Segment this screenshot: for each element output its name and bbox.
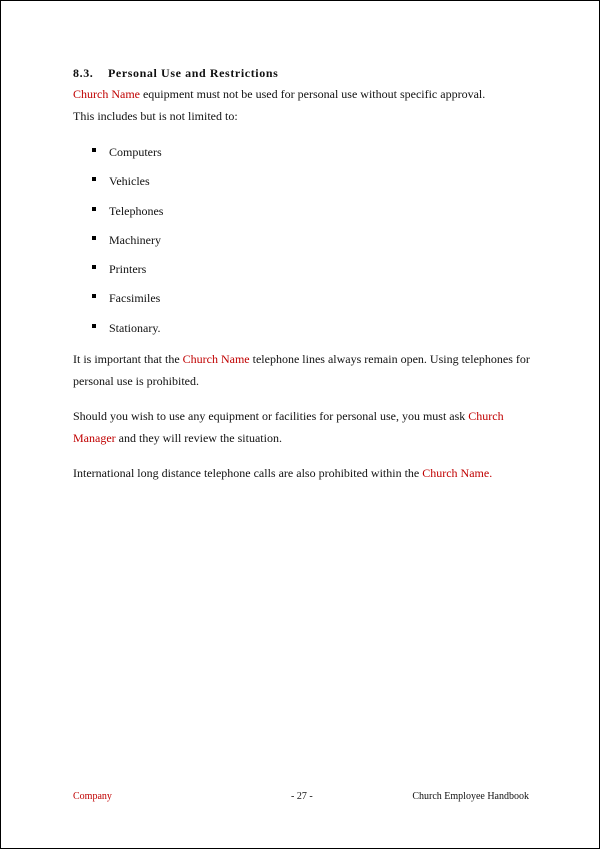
section-title: Personal Use and Restrictions (108, 66, 279, 80)
footer-document-title: Church Employee Handbook (412, 791, 529, 802)
placeholder-church-manager: Church Manager (73, 409, 504, 446)
paragraph-text: telephone lines always remain open. Using telephones for personal use is prohibited. (73, 352, 530, 389)
intro-paragraph (73, 83, 543, 127)
placeholder-church-name: Church Name (73, 87, 140, 101)
intro-text: equipment must not be used for personal use without specific approval. (139, 87, 486, 101)
international-calls-paragraph (73, 462, 543, 484)
intro-text-continued: This includes but is not limited to: (73, 109, 238, 123)
paragraph-text: and they will review the situation. (115, 431, 282, 446)
section-number: 8.3. (73, 66, 94, 80)
list-item: Printers (73, 260, 543, 278)
paragraph-text: It is important that the (73, 352, 183, 367)
list-item: Facsimiles (73, 289, 543, 307)
section-heading (73, 65, 543, 81)
paragraph-text: Should you wish to use any equipment or facilities for personal use, you must ask (73, 409, 469, 424)
paragraph-text: International long distance telephone calls are also prohibited within the (73, 466, 423, 481)
list-item: Vehicles (73, 172, 543, 190)
footer-company: Company (73, 791, 112, 802)
restricted-items-list (73, 143, 543, 337)
page-content (73, 65, 543, 484)
telephone-paragraph (73, 348, 543, 392)
placeholder-church-name: Church Name (182, 352, 250, 367)
list-item: Telephones (73, 202, 543, 220)
footer-page-number: - 27 - (291, 791, 313, 802)
list-item: Stationary. (73, 319, 543, 337)
equipment-paragraph (73, 405, 543, 449)
list-item: Computers (73, 143, 543, 161)
page-footer (73, 791, 529, 805)
list-item: Machinery (73, 231, 543, 249)
placeholder-church-name: Church Name. (422, 466, 493, 481)
